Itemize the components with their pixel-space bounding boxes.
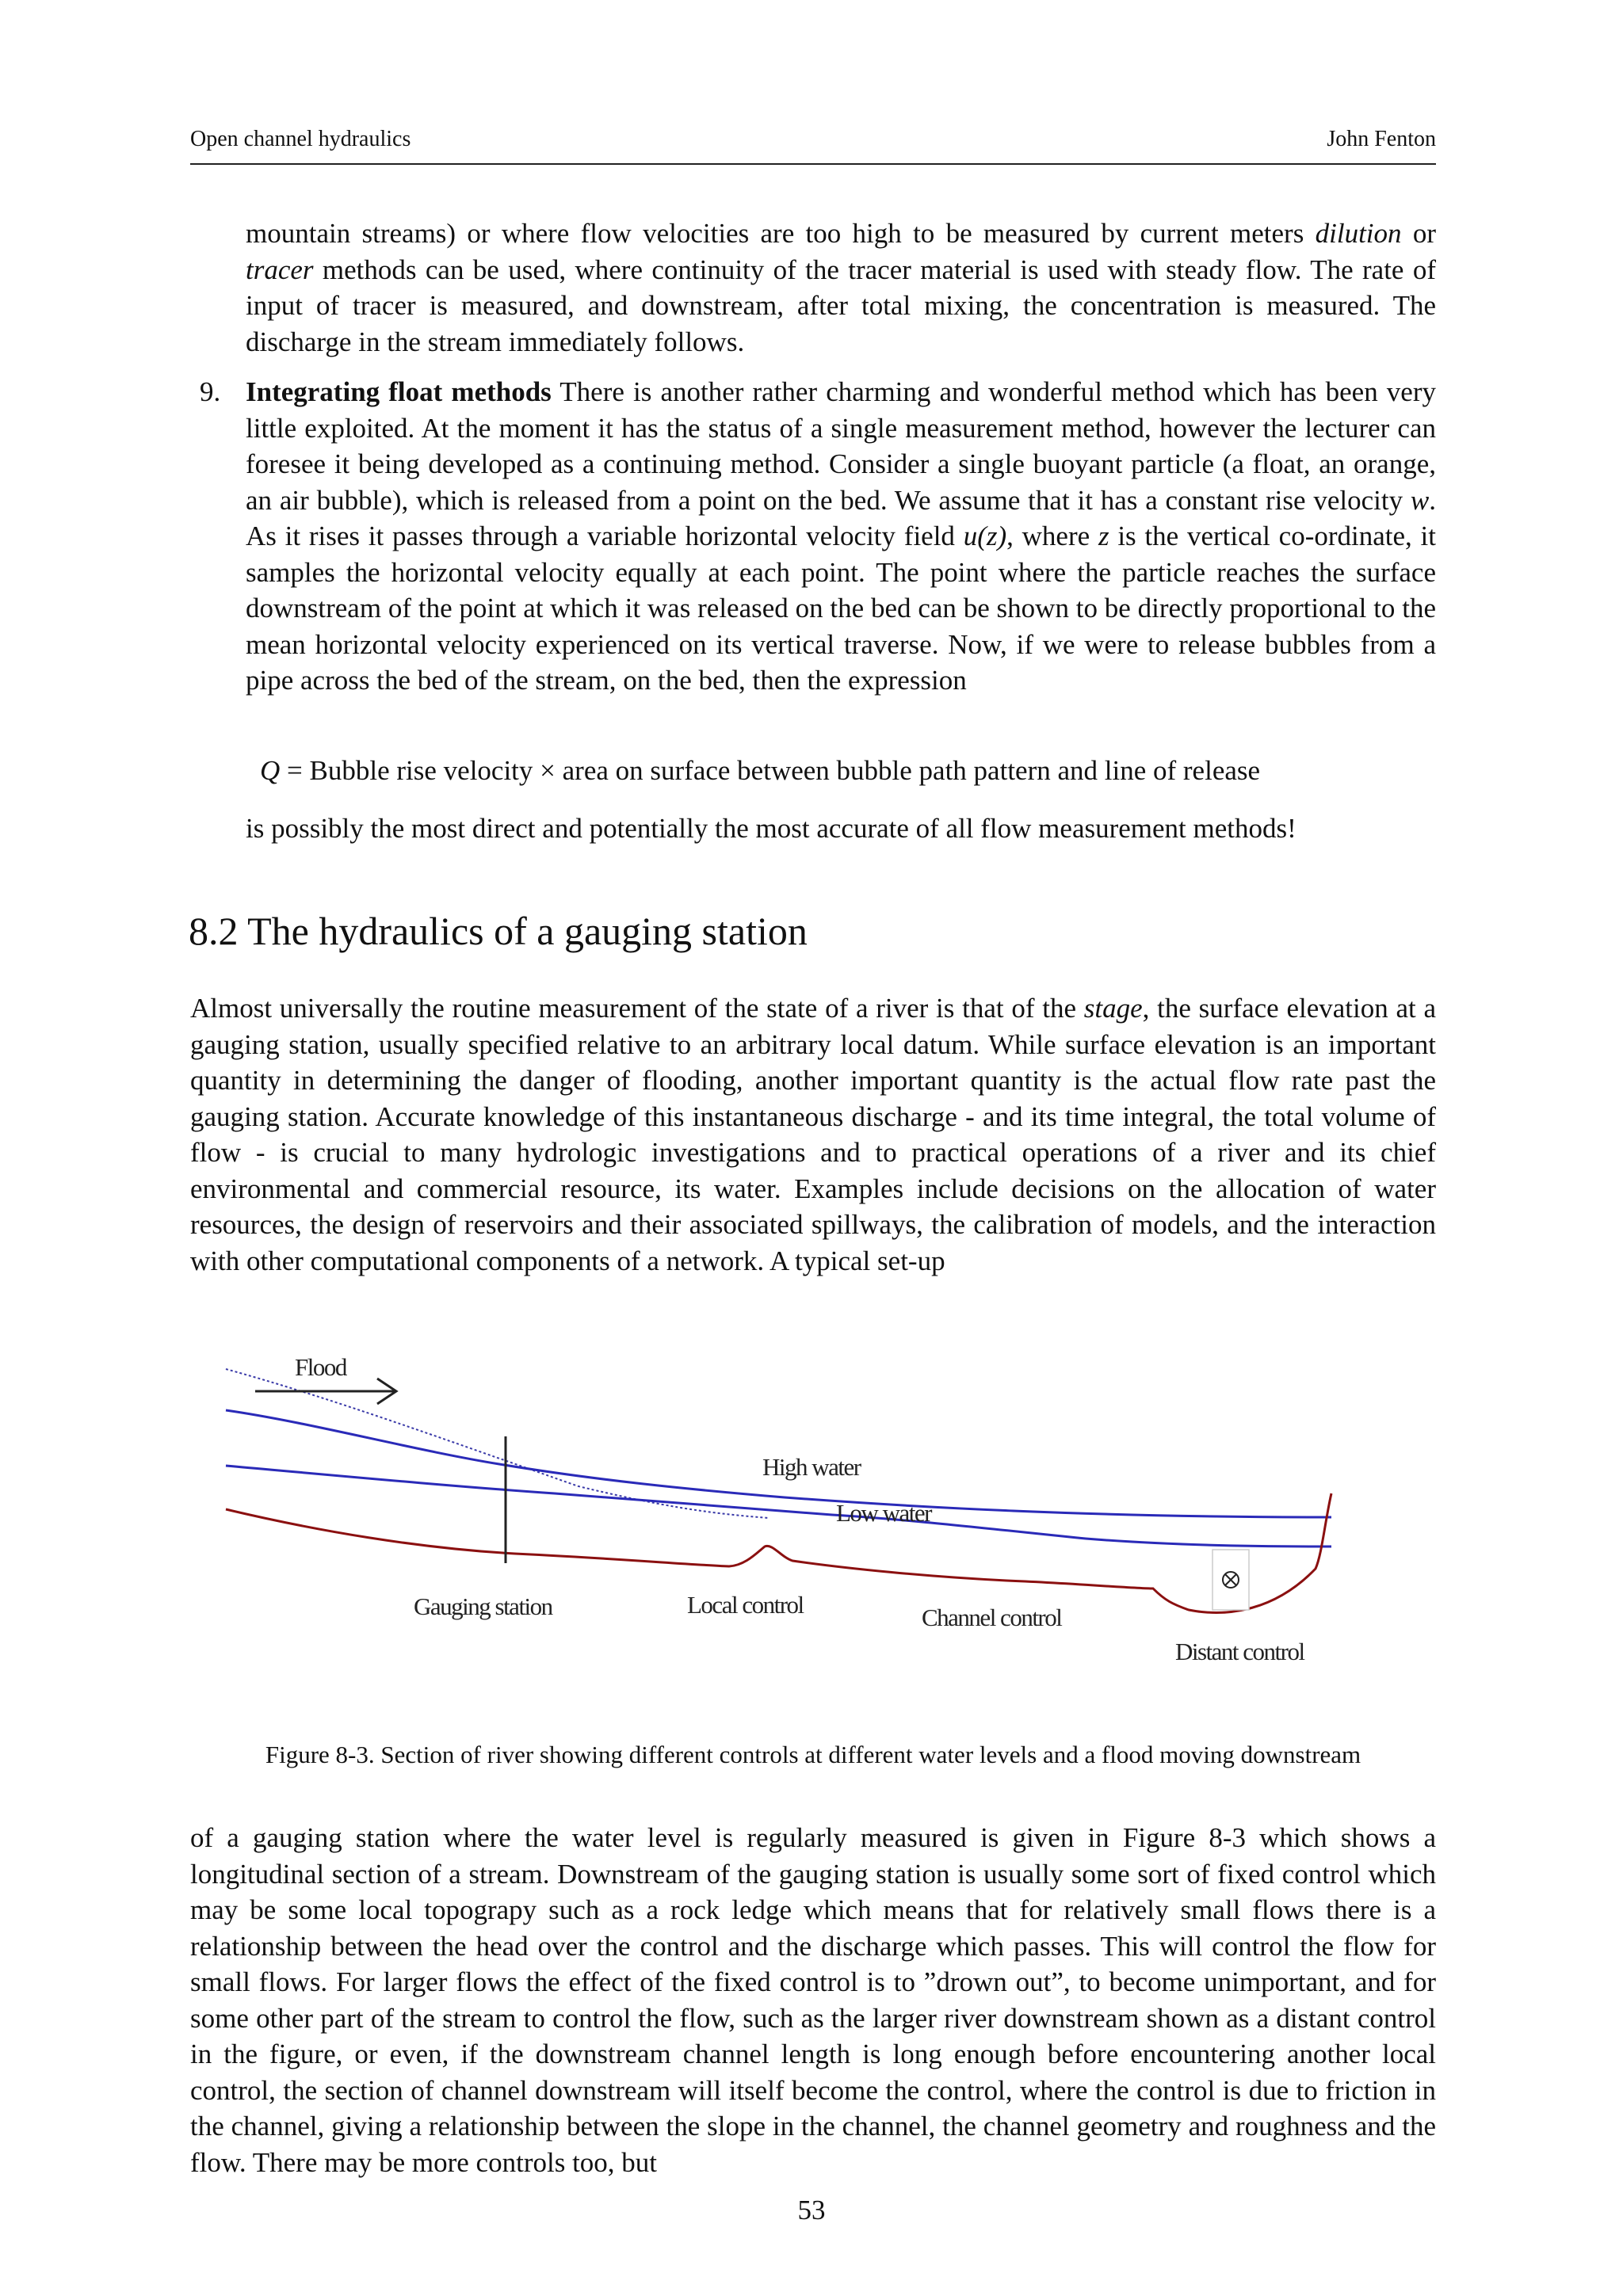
- text-run: There is another rather charming and wonderful method which has been very little exploited. At the moment it has the status of a single measurement method, however the lecturer can foresee it being developed as a continuing method. Consider a single buoyant particle (a float, an orange, an air bubble), which is released from a point on the bed. We assume that it has a constant rise velocity: [246, 376, 1436, 516]
- header-author: John Fenton: [1327, 127, 1436, 151]
- header-title: Open channel hydraulics: [190, 127, 411, 151]
- text-run: . As it rises it passes through a variable horizontal velocity field: [246, 484, 1436, 551]
- figure-8-3: [214, 1331, 1355, 1711]
- equation-text: = Bubble rise velocity × area on surface between bubble path pattern and line of release: [280, 755, 1261, 786]
- italic-term-stage: stage: [1083, 993, 1143, 1024]
- text-run: methods can be used, where continuity of the tracer material is used with steady flow. The rate of input of tracer is measured, and downstream, after total mixing, the concentration is measured. The discharge in the stream immediately follows.: [246, 254, 1436, 357]
- italic-term-tracer: tracer: [246, 254, 314, 285]
- label-distant-control: Distant control: [1175, 1638, 1304, 1665]
- italic-term-dilution: dilution: [1315, 218, 1402, 249]
- text-run: , where: [1006, 521, 1098, 551]
- running-header: [190, 120, 1436, 165]
- text-run: Almost universally the routine measurement of the state of a river is that of the: [190, 993, 1084, 1024]
- math-q: Q: [260, 755, 281, 786]
- item9-title: Integrating float methods: [246, 376, 552, 407]
- section-paragraph-1: [190, 990, 1436, 1279]
- page-number: 53: [797, 2195, 826, 2225]
- math-w: w: [1410, 484, 1430, 516]
- text-run: mountain streams) or where flow velocities are too high to be measured by current meters: [246, 218, 1316, 249]
- label-local-control: Local control: [687, 1591, 804, 1619]
- text-run: or: [1401, 218, 1436, 249]
- label-gauging-station: Gauging station: [414, 1592, 552, 1620]
- flood-arrow: [255, 1379, 396, 1404]
- bubble-equation: [260, 753, 1260, 788]
- math-z: z: [1098, 521, 1109, 551]
- river-section-diagram: [214, 1331, 1355, 1711]
- item9-paragraph: [246, 374, 1436, 699]
- text-run: is the vertical co-ordinate, it samples the horizontal velocity equally at each point. The point where the particle reaches the surface downstream of the point at which it was released on the bed can be shown to be directly proportional to the mean horizontal velocity experienced on its vertical traverse. Now, if we were to release bubbles from a pipe across the bed of the stream, on the bed, then the expression: [246, 521, 1436, 696]
- item8-continuation: [246, 215, 1436, 360]
- text-run: , the surface elevation at a gauging station, usually specified relative to an arbitrary local datum. While surface elevation is an important quantity in determining the danger of flooding, another important quantity is the actual flow rate past the gauging station. Accurate knowledge of this instantaneous discharge - and its time integral, the total volume of flow - is crucial to many hydrologic investigations and to practical operations of a river and its chief environmental and commercial resource, its water. Examples include decisions on the allocation of water resources, the design of reservoirs and their associated spillways, the calibration of models, and the interaction with other computational components of a network. A typical set-up: [190, 993, 1437, 1276]
- item9-conclusion: is possibly the most direct and potentially the most accurate of all flow measurement methods!: [246, 813, 1296, 844]
- figure-caption: Figure 8-3. Section of river showing different controls at different water levels and a flood moving downstream: [265, 1741, 1361, 1768]
- section-paragraph-2: of a gauging station where the water level is regularly measured is given in Figure 8-3 which shows a longitudinal section of a stream. Downstream of the gauging station is usually some sort of fixed control which may be some local topograpy such as a rock ledge which means that for relatively small flows there is a relationship between the head over the control and the discharge which passes. This will control the flow for small flows. For larger flows the effect of the fixed control is to ”drown out”, to become unimportant, and for some other part of the stream to control the flow, such as the larger river downstream shown as a distant control in the figure, or even, if the downstream channel length is long enough before encountering another local control, the section of channel downstream will itself become the control, where the control is due to friction in the channel, giving a relationship between the slope in the channel, the channel geometry and roughness and the flow. There may be more controls too, but: [190, 1822, 1436, 2178]
- label-channel-control: Channel control: [922, 1604, 1062, 1631]
- label-low-water: Low water: [836, 1499, 931, 1527]
- math-u-of-z: u(z): [963, 521, 1007, 551]
- list-number-9: 9.: [200, 376, 221, 407]
- section-title: 8.2 The hydraulics of a gauging station: [189, 909, 808, 953]
- label-high-water: High water: [762, 1453, 861, 1481]
- label-flood: Flood: [295, 1353, 346, 1381]
